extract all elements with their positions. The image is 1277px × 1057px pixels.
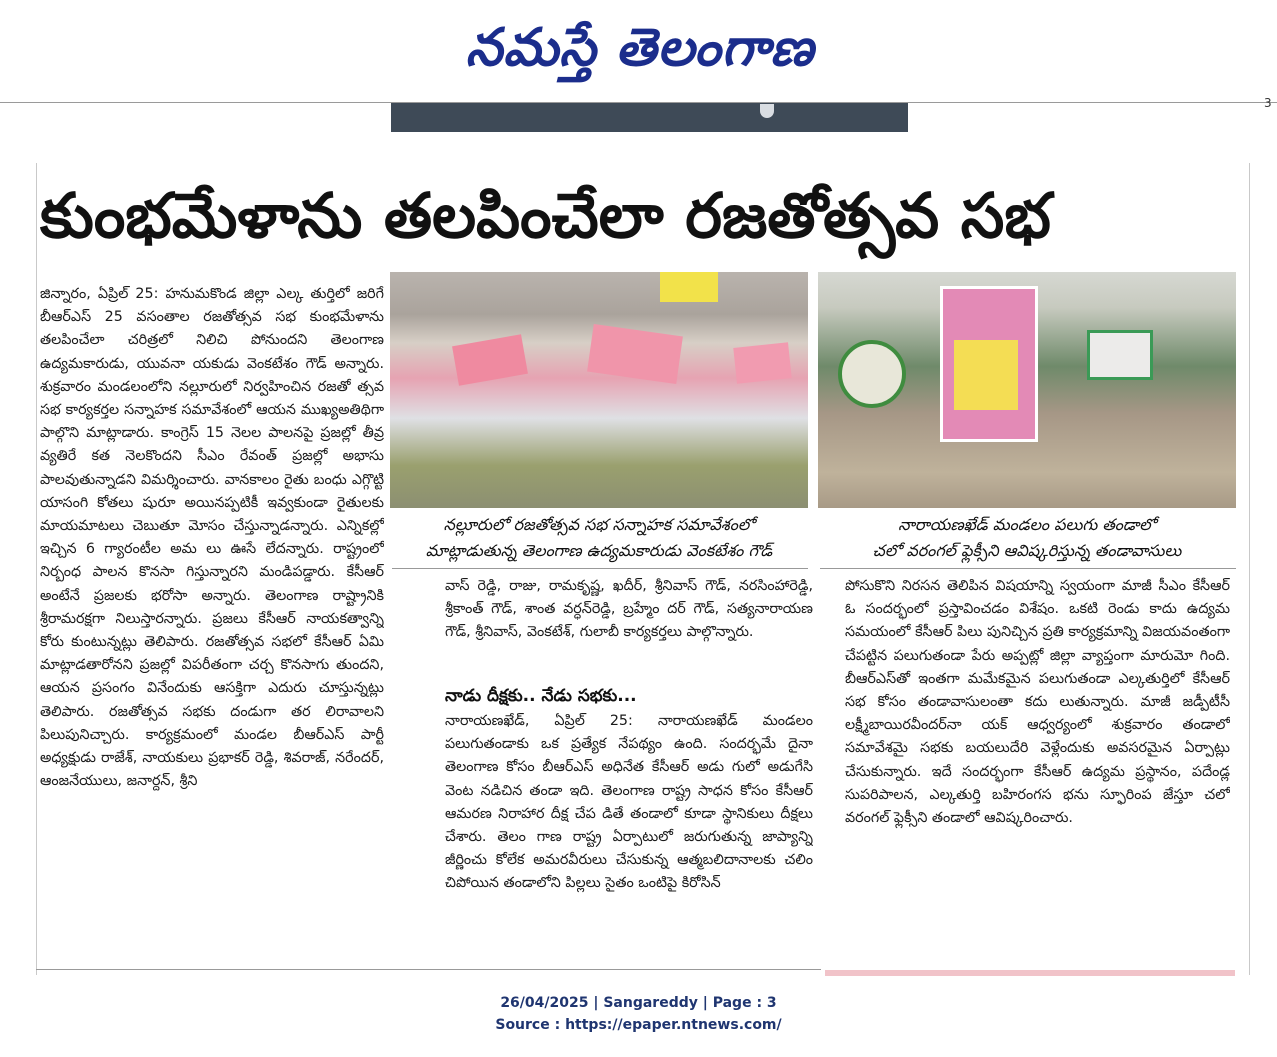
article2-body-part1: నారాయణఖేడ్, ఏప్రిల్ 25: నారాయణఖేడ్ మండలం పలుగుతండాకు ఒక ప్రత్యేక నేపథ్యం ఉంది. సందర్భమే దైనా తెలంగాణ కోసం బీఆర్ఎస్ అధినేత కేసీఆర్ అడు గులో అడుగేసి వెంట నడిచిన తండా ఇది. తెలంగాణ రాష్ట్ర సాధన కోసం కేసీఆర్ ఆమరణ నిరాహార దీక్ష చేప డితే తండాలో కూడా స్థానికులు దీక్షలు చేశారు. తెలం గాణ రాష్ట్ర ఏర్పాటులో జరుగుతున్న జాప్యాన్ని జీర్ణించు కోలేక అమరవీరులు చేసుకున్న ఆత్మబలిదానాలకు చలిం చిపోయిన తండాలోని పిల్లలు సైతం ఒంటిపై కిరోసిన్ xyxy=(445,713,813,892)
article2-subheading: నాడు దీక్షకు.. నేడు సభకు... xyxy=(445,686,637,706)
article-column-2-top xyxy=(445,575,813,670)
article1-body-part1: జిన్నారం, ఏప్రిల్ 25: హనుమకొండ జిల్లా ఎల్క తుర్తిలో జరిగే బీఆర్ఎస్ 25 వసంతాల రజతోత్సవ సభ కుంభమేళాను తలపించేలా చరిత్రలో నిలిచి పోనుందని తెలంగాణ ఉద్యమకారుడు, యువనా యకుడు వెంకటేశం గౌడ్ అన్నారు. శుక్రవారం మండలంలోని నల్లూరులో నిర్వహించిన రజతో త్సవ సభ కార్యకర్తల సన్నాహక సమావేశంలో ఆయన ముఖ్యఅతిథిగా పాల్గొని మాట్లాడారు. కాంగ్రెస్ 15 నెలల పాలనపై ప్రజల్లో తీవ్ర వ్యతిరే కత నెలకొందని సీఎం రేవంత్ ప్రజల్లో అభాసు పాలవుతున్నాడని విమర్శించారు. వానకాలం రైతు బంధు ఎగ్గొట్టి యాసంగి కోతలు షురూ అయినప్పటికీ ఇవ్వకుండా రైతులకు మాయమాటలు చెబుతూ మోసం చేస్తున్నాడన్నారు. ఎన్నికల్లో ఇచ్చిన 6 గ్యారంటీల అమ లు ఊసే లేదన్నారు. రాష్ట్రంలో నిర్బంధ పాలన కొనసా గిస్తున్నారని మండిపడ్డారు. కేసీఆర్ అంటేనే ప్రజలకు భరోసా అన్నారు. తెలంగాణ రాష్ట్రానికి శ్రీరామరక్షగా నిలుస్తారన్నారు. ప్రజలు కేసీఆర్ నాయకత్వాన్ని కోరు కుంటున్నట్లు తెలిపారు. రజతోత్సవ సభలో కేసీఆర్ ఏమి మాట్లాడతారోనని ప్రజల్లో విపరీతంగా చర్చ కొనసాగు తుందని, ఆయన ప్రసంగం వినేందుకు ఆసక్తిగా ఎదురు చూస్తున్నట్లు తెలిపారు. రజతోత్సవ సభకు దండుగా తర లిరావాలని పిలుపునిచ్చారు. కార్యక్రమంలో మండల బీఆర్ఎస్ పార్టీ అధ్యక్షుడు రాజేశ్, నాయకులు ప్రభాకర్ రెడ్డి, శివరాజ్, నరేందర్, ఆంజనేయులు, జనార్దన్, శ్రీని xyxy=(40,286,384,790)
article2-body-part2: పోసుకొని నిరసన తెలిపిన విషయాన్ని స్వయంగా మాజీ సీఎం కేసీఆర్ ఓ సందర్భంలో ప్రస్తావించడం విశేషం. ఒకటి రెండు కాదు ఉద్యమ సమయంలో కేసీఆర్ పిలు పునిచ్చిన ప్రతి కార్యక్రమాన్ని విజయవంతంగా చేపట్టిన పలుగుతండా పేరు అప్పట్లో జిల్లా వ్యాప్తంగా మారుమో గింది. బీఆర్ఎస్‌తో ఇంతగా మమేకమైన పలుగుతండా ఎల్కతుర్తిలో కేసీఆర్ సభ కోసం తండావాసులంతా కదు లుతున్నారు. మాజీ జడ్పీటీసీ లక్ష్మీబాయిరవీందర్‌నా యక్ ఆధ్వర్యంలో శుక్రవారం తండాలో సమావేశమై సభకు బయలుదేరి వెళ్లేందుకు అవసరమైన ఏర్పాట్లు చేసుకున్నారు. ఇదే సందర్భంగా కేసీఆర్ ఉద్యమ ప్రస్థానం, పదేండ్ల సుపరిపాలన, ఎల్కతుర్తి బహిరంగస భను స్ఫూరింప జేస్తూ చలో వరంగల్ ఫ్లెక్సీని తండాలో ఆవిష్కరించారు. xyxy=(845,578,1230,827)
newspaper-logo: నమస్తే తెలంగాణ xyxy=(465,18,815,78)
next-article-strip xyxy=(825,970,1235,976)
headline: కుంభమేళాను తలపించేలా రజతోత్సవ సభ xyxy=(40,179,1051,252)
article-column-3 xyxy=(845,575,1230,960)
section-bar xyxy=(391,103,908,132)
bar-marker-icon xyxy=(760,104,774,118)
article1-body-part2: వాస్ రెడ్డి, రాజు, రామకృష్ణ, ఖదీర్, శ్రీనివాస్ గౌడ్, నరసింహారెడ్డి, శ్రీకాంత్ గౌడ్, శాంత వర్ధన్‌రెడ్డి, బ్రహ్మేం దర్ గౌడ్, సత్యనారాయణ గౌడ్, శ్రీనివాస్, వెంకటేశ్, గులాబీ కార్యకర్తలు పాల్గొన్నారు. xyxy=(445,578,813,641)
photo2-caption-line2: చలో వరంగల్ ఫ్లెక్సీని ఆవిష్కరిస్తున్న తండావాసులు xyxy=(872,541,1182,560)
photo-flag xyxy=(733,342,791,384)
photo1-caption-line1: నల్లూరులో రజతోత్సవ సభ సన్నాహక సమావేశంలో xyxy=(443,515,755,534)
caption-divider xyxy=(820,568,1236,569)
photo-small-poster xyxy=(1087,330,1153,380)
left-border xyxy=(36,163,37,975)
page-footer xyxy=(0,992,1277,1036)
caption-divider xyxy=(392,568,808,569)
photo-emblem-poster xyxy=(838,340,906,408)
photo1-caption-line2: మాట్లాడుతున్న తెలంగాణ ఉద్యమకారుడు వెంకటేశం గౌడ్ xyxy=(425,541,773,560)
masthead xyxy=(0,0,1277,100)
photo-nalluru-meeting xyxy=(390,272,808,508)
article-column-1 xyxy=(40,283,384,963)
photo-signboard xyxy=(660,272,718,302)
page-marker: 3 xyxy=(1264,96,1272,110)
right-border xyxy=(1249,163,1250,975)
footer-source-link[interactable]: Source : https://epaper.ntnews.com/ xyxy=(495,1017,782,1033)
bottom-divider xyxy=(36,969,821,970)
photo-flex-banner-inner xyxy=(954,340,1018,410)
footer-date-page: 26/04/2025 | Sangareddy | Page : 3 xyxy=(500,995,777,1011)
photo2-caption-line1: నారాయణఖేడ్ మండలం పలుగు తండాలో xyxy=(898,515,1156,534)
article-column-2-bottom xyxy=(445,710,813,965)
